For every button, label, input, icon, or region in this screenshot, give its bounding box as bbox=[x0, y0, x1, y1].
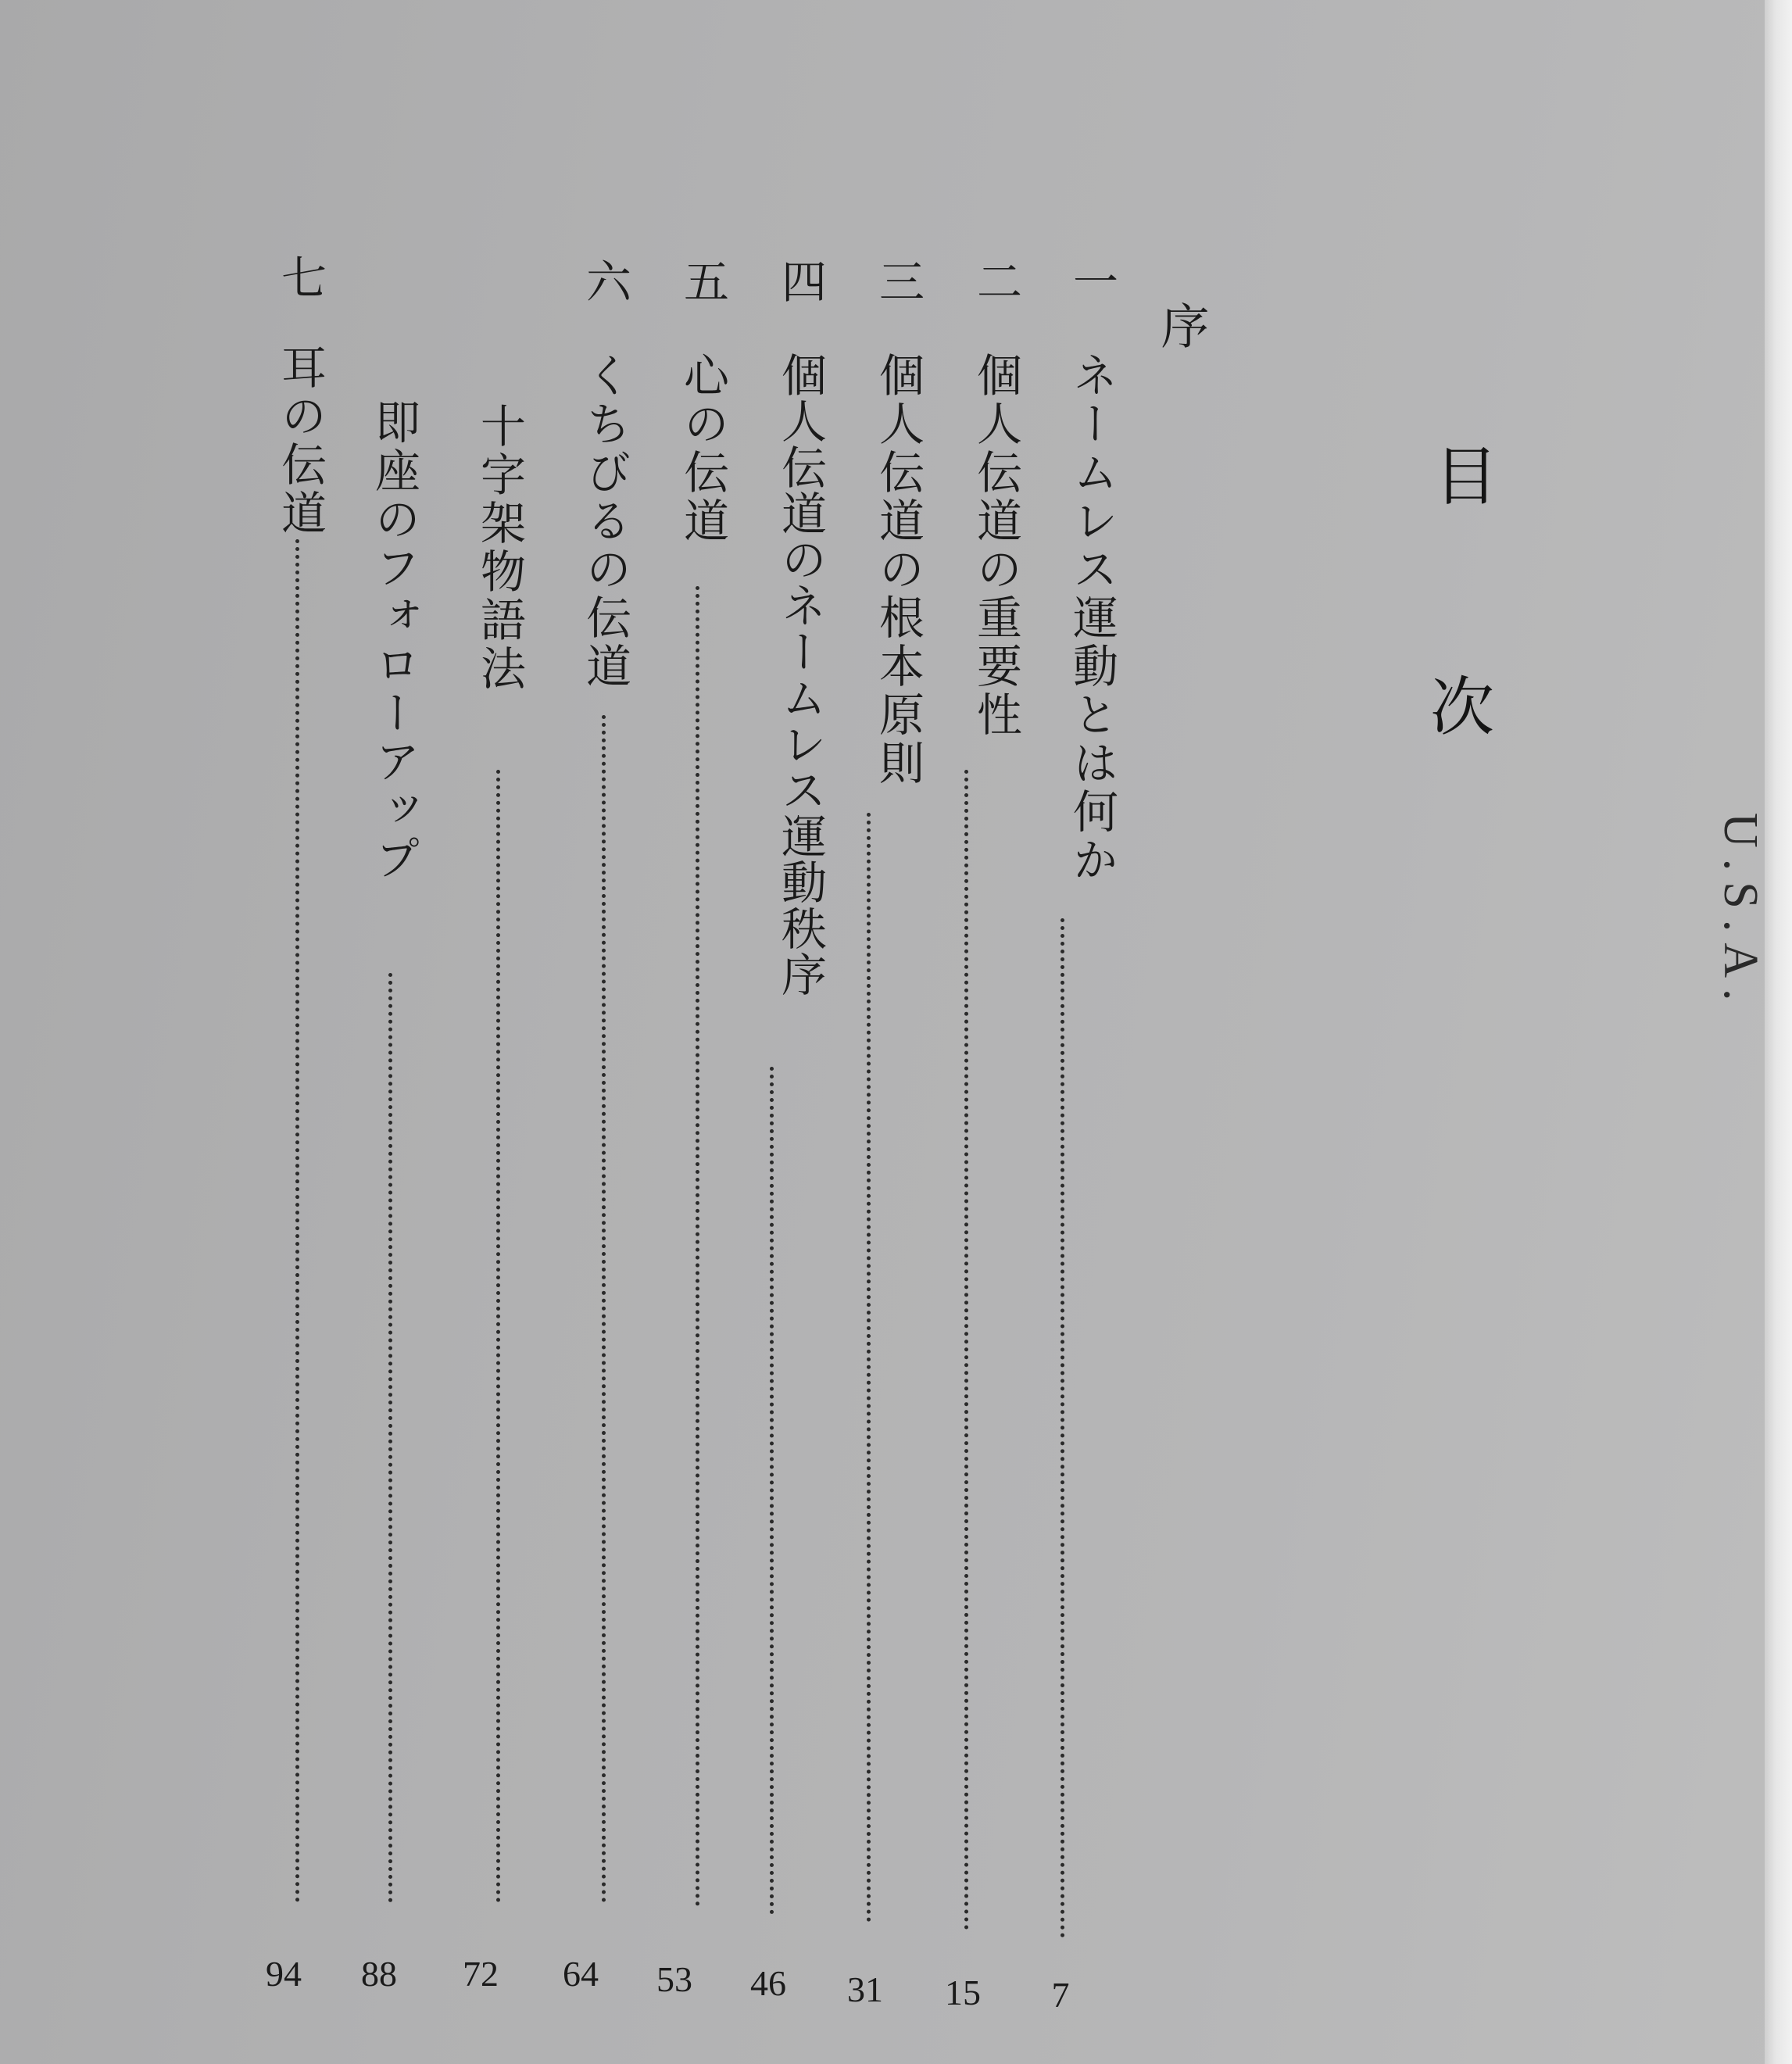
chapter-title-2: 個人伝道の重要性 bbox=[969, 352, 1022, 739]
chapter-number-9: 七 bbox=[274, 254, 327, 299]
chapter-number-2: 二 bbox=[969, 258, 1022, 303]
page-number-4: 46 bbox=[750, 1963, 786, 2003]
page-number-8: 88 bbox=[361, 1954, 397, 1994]
section-title-7: 十字架物語法 bbox=[473, 402, 526, 693]
dot-leader-1 bbox=[1061, 918, 1064, 1938]
preface-label: 序 bbox=[1153, 301, 1210, 352]
chapter-title-1: ネームレス運動とは何か bbox=[1065, 352, 1118, 885]
chapter-title-6: くちびるの伝道 bbox=[578, 352, 631, 691]
dot-leader-3 bbox=[867, 813, 871, 1923]
chapter-number-1: 一 bbox=[1065, 258, 1118, 303]
page-number-9: 94 bbox=[266, 1954, 302, 1994]
page-number-3: 31 bbox=[847, 1969, 883, 2009]
dot-leader-8 bbox=[388, 973, 392, 1903]
dot-leader-6 bbox=[602, 715, 606, 1903]
dot-leader-9 bbox=[295, 539, 299, 1903]
chapter-number-4: 四 bbox=[774, 258, 827, 303]
page-number-1: 7 bbox=[1051, 1975, 1070, 2015]
dot-leader-4 bbox=[770, 1067, 774, 1915]
chapter-number-5: 五 bbox=[676, 258, 729, 303]
chapter-title-4: 個人伝道のネームレス運動秩序 bbox=[774, 352, 827, 997]
page-gutter bbox=[1765, 0, 1792, 2064]
page-number-7: 72 bbox=[463, 1954, 499, 1994]
dot-leader-2 bbox=[964, 770, 968, 1930]
page-number-6: 64 bbox=[563, 1954, 599, 1994]
title-char-1: 目 bbox=[1434, 440, 1499, 514]
dot-leader-7 bbox=[496, 770, 500, 1903]
chapter-title-3: 個人伝道の根本原則 bbox=[871, 352, 925, 788]
chapter-number-3: 三 bbox=[871, 258, 925, 303]
title-char-2: 次 bbox=[1430, 671, 1495, 745]
facing-page-edge-text: U.S.A. bbox=[1714, 813, 1767, 1012]
chapter-title-9: 耳の伝道 bbox=[274, 344, 327, 538]
page-number-2: 15 bbox=[945, 1973, 981, 2012]
chapter-title-5: 心の伝道 bbox=[676, 352, 729, 546]
page-number-5: 53 bbox=[656, 1959, 692, 1999]
section-title-8: 即座のフォローアップ bbox=[367, 399, 420, 883]
chapter-number-6: 六 bbox=[578, 258, 631, 303]
dot-leader-5 bbox=[696, 586, 699, 1907]
